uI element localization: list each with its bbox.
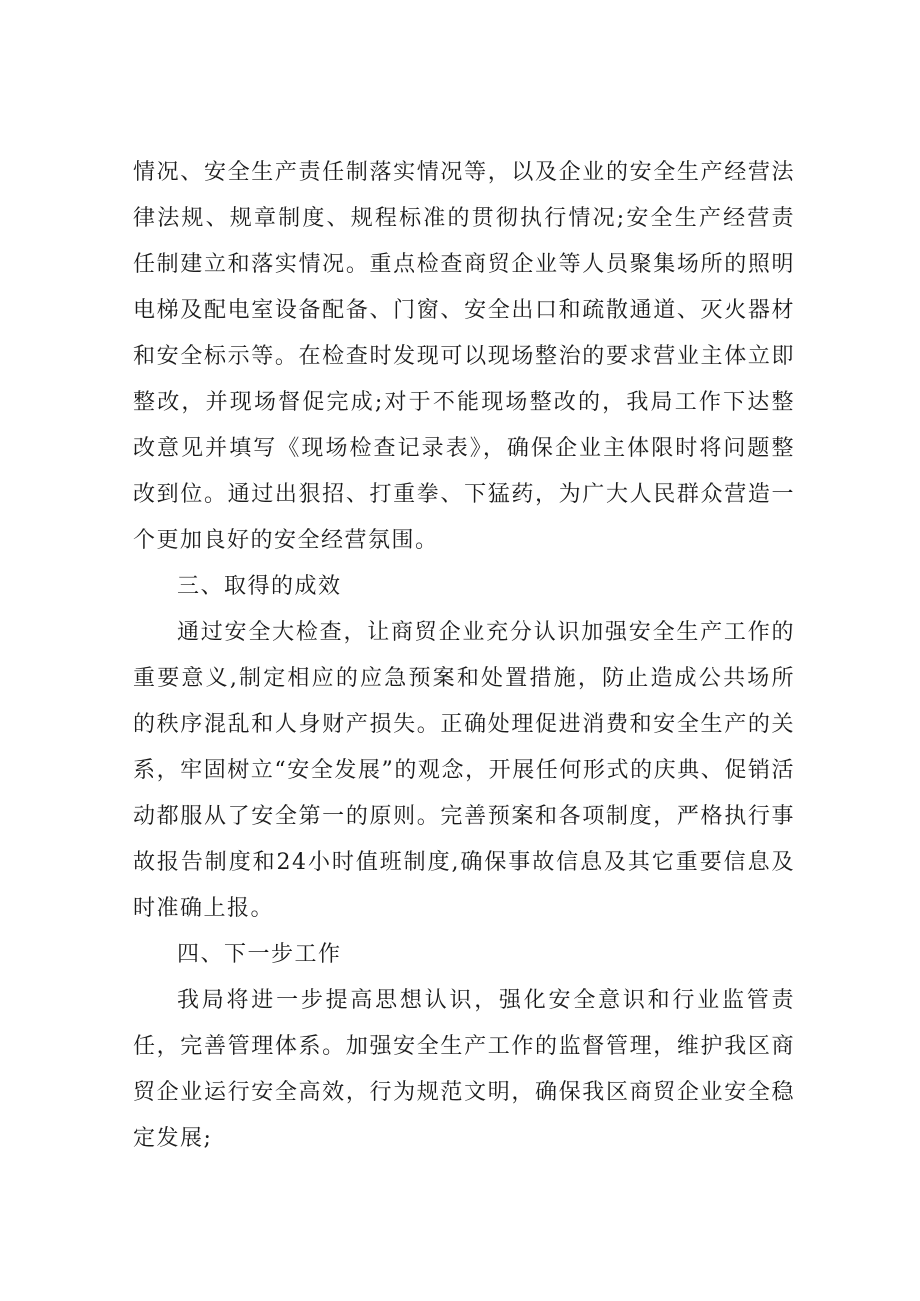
section-heading-next-steps: 四、下一步工作 <box>177 942 342 967</box>
paragraph-results: 通过安全大检查，让商贸企业充分认识加强安全生产工作的重要意义,制定相应的应急预案和处置措施，防止造成公共场所的秩序混乱和人身财产损失。正确处理促进消费和安全生产的关系，牢固树立“安全发展”的观念，开展任何形式的庆典、促销活动都服从了安全第一的原则。完善预案和各项制度，严格执行事故报告制度和24小时值班制度,确保事故信息及其它重要信息及时准确上报。 <box>133 620 795 921</box>
paragraph-inspection-details: 情况、安全生产责任制落实情况等，以及企业的安全生产经营法律法规、规章制度、规程标准的贯彻执行情况;安全生产经营责任制建立和落实情况。重点检查商贸企业等人员聚集场所的照明电梯及配电室设备配备、门窗、安全出口和疏散通道、灭火器材和安全标示等。在检查时发现可以现场整治的要求营业主体立即整改，并现场督促完成;对于不能现场整改的，我局工作下达整改意见并填写《现场检查记录表》，确保企业主体限时将问题整改到位。通过出狠招、打重拳、下猛药，为广大人民群众营造一个更加良好的安全经营氛围。 <box>133 160 795 553</box>
section-heading-results: 三、取得的成效 <box>177 574 342 599</box>
paragraph-next-steps: 我局将进一步提高思想认识，强化安全意识和行业监管责任，完善管理体系。加强安全生产工作的监督管理，维护我区商贸企业运行安全高效，行为规范文明，确保我区商贸企业安全稳定发展; <box>133 988 795 1151</box>
document-body <box>133 150 795 1162</box>
